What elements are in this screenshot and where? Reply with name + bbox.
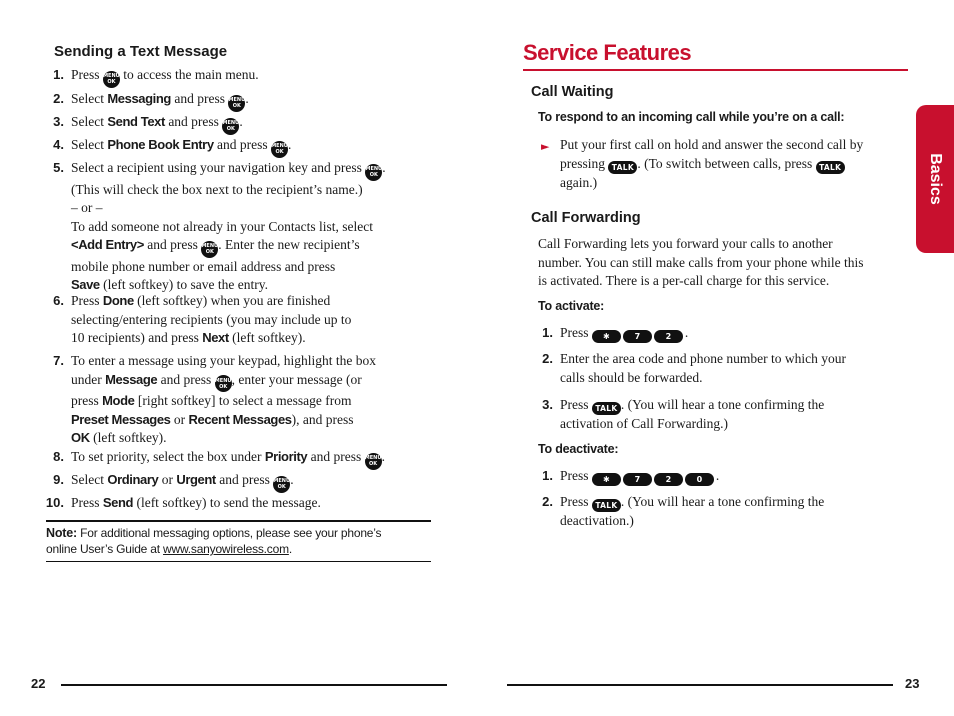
page-title: Service Features [523,40,692,65]
page-number-left: 22 [31,676,46,691]
heading-call-waiting: Call Waiting [531,84,614,100]
heading-call-forwarding: Call Forwarding [531,210,641,226]
note-label: Note: [46,526,77,540]
website-link[interactable]: www.sanyowireless.com [163,542,289,556]
page-number-right: 23 [905,676,920,691]
menu-ok-key-icon: MENU OK [271,141,288,158]
talk-key-icon: TALK [608,161,637,174]
menu-ok-key-icon: MENU OK [273,476,290,493]
bullet-arrow-icon: ► [541,140,550,153]
two-key-icon: 2 [654,330,683,343]
menu-ok-key-icon: MENU OK [103,71,120,88]
menu-ok-key-icon: MENU OK [365,164,382,181]
menu-ok-key-icon: MENU OK [228,95,245,112]
talk-key-icon: TALK [592,499,621,512]
title-rule [523,69,908,71]
section-tab-basics: Basics [916,105,954,253]
footer-rule-left [61,684,447,686]
two-key-icon: 2 [654,473,683,486]
star-key-icon: ✱ [592,473,621,486]
section-heading-sending-text: Sending a Text Message [54,43,228,60]
to-deactivate-label: To deactivate: [538,442,619,456]
note-box: Note: For additional messaging options, please see your phone’s online User’s Guide at www.sanyowireless.com. [46,520,431,562]
menu-ok-key-icon: MENU OK [201,241,218,258]
talk-key-icon: TALK [592,402,621,415]
menu-ok-key-icon: MENU OK [222,118,239,135]
call-forwarding-description: Call Forwarding lets you forward your calls to another number. You can still make calls from your phone while this is activated. There is a per-call charge for this service. [538,236,864,288]
menu-ok-key-icon: MENU OK [215,375,232,392]
right-page: Service Features Basics Call Waiting To respond to an incoming call while you’re on a call: ► Put your first call on hold and answer the second call by pressing TALK . (To switch between calls, press TALK again.) Call Forwarding Call Forwarding lets you forward your calls to another number. You can still make calls from your phone while this is activated. There is a per-call charge for this service. To activate: 1. Press ✱ 7 2 . 2. Enter the area code and phone number to which your calls should be forwarded. 3. Press TALK . (You will hear a tone confirming the activation of Call Forwarding.) To deactivate: 1. Press ✱ 7 2 0 . 2. Press TALK . (You will hear a tone confirming the deactivation.) 23 [477,0,954,716]
talk-key-icon: TALK [816,161,845,174]
star-key-icon: ✱ [592,330,621,343]
seven-key-icon: 7 [623,330,652,343]
to-activate-label: To activate: [538,299,605,313]
call-waiting-intro: To respond to an incoming call while you’re on a call: [538,110,845,124]
seven-key-icon: 7 [623,473,652,486]
footer-rule-right [507,684,893,686]
menu-ok-key-icon: MENU OK [365,453,382,470]
left-page: Sending a Text Message 1. Press MENU OK to access the main menu. 2. Select Messaging and press MENU OK . 3. Select Send Text and press MENU OK . 4. Select Phone Book Entry and press MENU OK . 5. Select a recipient using your navigation key and press MENU OK . (This will check the box next to the recipient’s name.) – or – To add someone not already in your Contacts list, select <Add Entry> and press MENU OK . Enter the new recipient’s mobile phone number or email address and press Save (left softkey) to save the entry. 6. Press Done (left softkey) when you are finished selecting/entering recipients (you may include up to 10 recipients) and press Next (left softkey). 7. To enter a message using your keypad, highlight the box under Message and press MENU OK , enter your message (or press Mode [right softkey] to select a message from Preset Messages or Recent Messages), and press OK (left softkey). 8. To set priority, select the box under Priority and press MENU OK . 9. Select Ordinary or Urgent and press MENU OK . 10. Press Send (left softkey) to send the message. Note: For additional messaging options, please see your phone’s online User’s Guide at www.sanyowireless.com. 22 [0,0,477,716]
zero-key-icon: 0 [685,473,714,486]
